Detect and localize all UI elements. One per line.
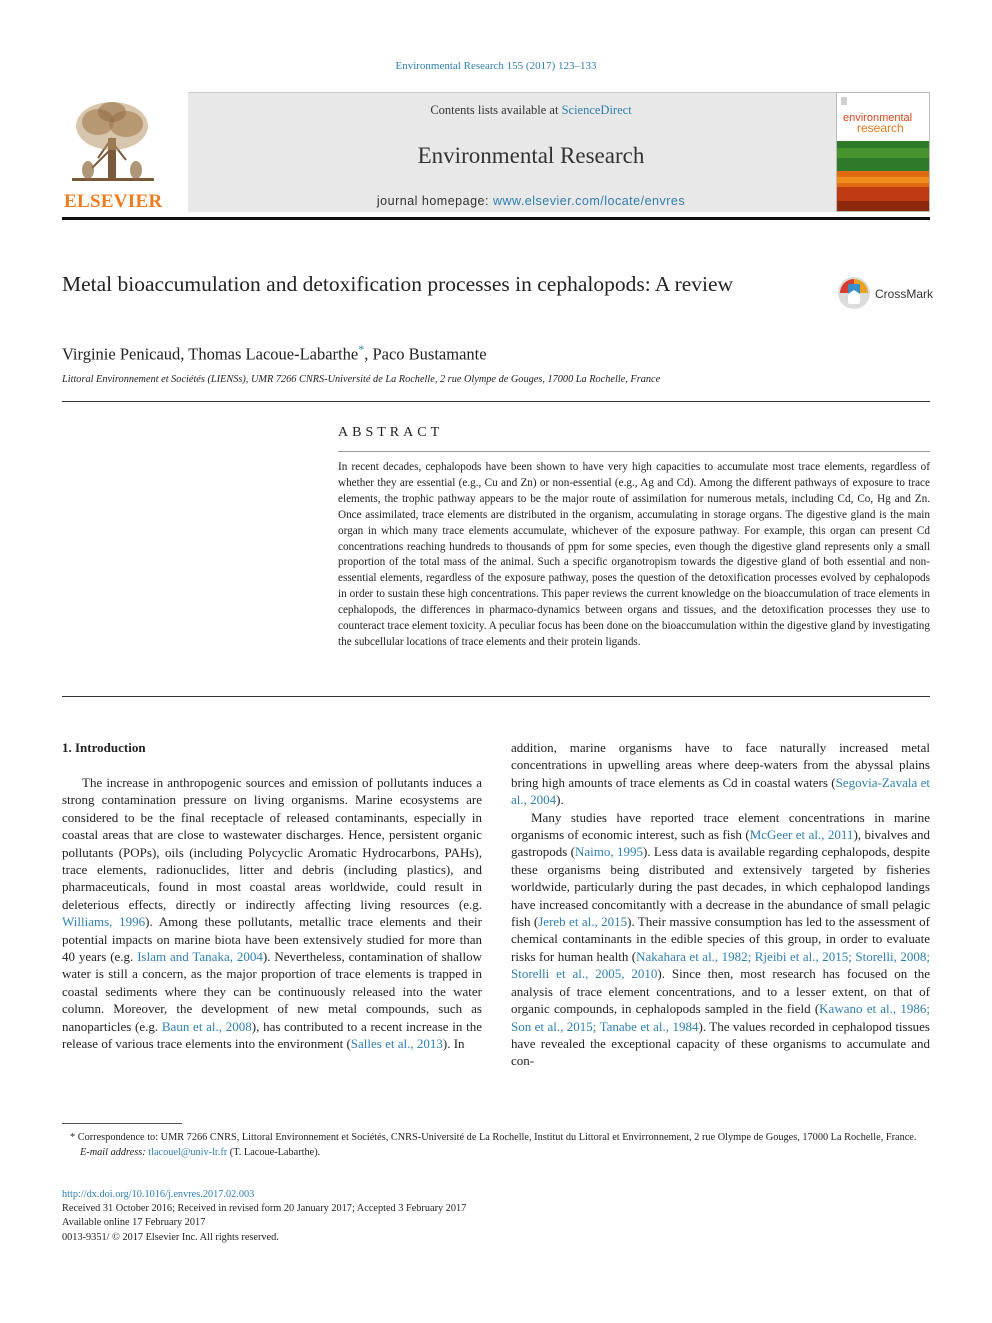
abstract-heading: ABSTRACT (338, 425, 444, 440)
text-run: addition, marine organisms have to face naturally increased metal concentrations in upwelling areas where deep-waters from the abyssal plains bring high amounts of trace elements as Cd in coastal waters ( (511, 740, 930, 790)
homepage-line (188, 194, 874, 208)
elsevier-tree-icon (68, 98, 158, 186)
email-row (62, 1146, 930, 1161)
header-divider (62, 217, 930, 220)
right-column (511, 739, 930, 1070)
text-run: Many studies have reported trace element concentrations in marine organisms of economic interest, such as fish ( (511, 809, 930, 843)
citation-link[interactable]: Kawano et al., 1986; Son et al., 2015; Tanabe et al., 1984 (511, 1001, 930, 1034)
section-heading: 1. Introduction (62, 740, 146, 755)
citation-link[interactable]: McGeer et al., 2011 (749, 827, 854, 843)
crossmark-icon (837, 276, 871, 310)
journal-cover-thumbnail[interactable] (836, 92, 930, 212)
journal-name: Environmental Research (417, 143, 645, 168)
available-online: Available online 17 February 2017 (62, 1217, 206, 1229)
text-run: The increase in anthropogenic sources and emission of pollutants induces a strong contamination pressure on living organisms. Marine ecosystems are considered to be the final receptacle of released contaminants, especially in coastal areas that are close to wastewater discharges. Hence, persistent organic pollutants (POPs), oils (including Polycyclic Aromatic Hydrocarbons, PAHs), trace elements, radionuclides, litter and debris (including plastics), and pharmaceuticals, found in most coastal areas worldwide, could result in deleterious effects, directly or indirectly affecting living resources (e.g. (62, 775, 482, 912)
cover-title-line1: environmental (843, 112, 913, 124)
text-run: ). Nevertheless, contamination of shallow water is still a concern, as the major proportion of trace elements is trapped in coastal sediments where they can be continuously released into the water column. Moreover, the development of new metal compounds, such as nanoparticles (e.g. (62, 949, 483, 1034)
crossmark-label: CrossMark (875, 287, 934, 301)
citation-link[interactable]: Nakahara et al., 1982; Rjeibi et al., 2015; Storelli, 2008; Storelli et al., 2005, 2010 (511, 948, 930, 982)
doi-link[interactable]: http://dx.doi.org/10.1016/j.envres.2017.02.003 (62, 1189, 255, 1200)
text-run: ). Among these pollutants, metallic trace elements and their potential impacts on marine biota have been extensively studied for more than 40 years (e.g. (62, 914, 482, 965)
text-run: ). Since then, most research has focused on the analysis of trace element concentrations, and to a lesser extent, on that of organic compounds, in cephalopods sampled in the field ( (511, 966, 930, 1017)
journal-citation[interactable]: Environmental Research 155 (2017) 123–133 (395, 60, 597, 72)
footnote (62, 1131, 930, 1160)
journal-header (62, 92, 930, 212)
abstract-top-divider (62, 401, 930, 402)
cover-image (837, 93, 930, 212)
corresponding-author-mark[interactable]: * (358, 342, 365, 356)
text-run: ). (556, 792, 564, 808)
citation-link[interactable]: Salles et al., 2013 (350, 1036, 443, 1052)
received-dates: Received 31 October 2016; Received in revised form 20 January 2017; Accepted 3 February 2017 (62, 1203, 467, 1215)
homepage-link[interactable]: www.elsevier.com/locate/envres (492, 194, 686, 208)
journal-banner (188, 92, 874, 212)
left-column (62, 774, 482, 1053)
correspondence-note: * Correspondence to: UMR 7266 CNRS, Littoral Environnement et Sociétés, CNRS-Université de La Rochelle, Institut du Littoral et Envirronnement, 2 rue Olympe de Gouges, 17000 La Rochelle, France. (70, 1132, 917, 1143)
publisher-name: ELSEVIER (64, 191, 163, 212)
contents-line (188, 103, 874, 118)
copyright: 0013-9351/ © 2017 Elsevier Inc. All rights reserved. (62, 1231, 279, 1243)
text-run: ). The values recorded in cephalopod tissues have revealed the exceptional capacity of these organisms to accumulate and con- (511, 1018, 930, 1069)
authors-text-rest: , Paco Bustamante (364, 344, 487, 364)
citation-link[interactable]: Naimo, 1995 (575, 844, 643, 860)
email-label: E-mail address: (80, 1146, 149, 1158)
text-run: ). Less data is available regarding cephalopods, despite these organisms being distributed and extensively targeted by fisheries worldwide, particularly during the past decades, in which cephalopod landings have increased concomitantly with a decrease in the abundance of small pelagic fish ( (511, 844, 930, 930)
paragraph (511, 739, 930, 809)
elsevier-logo[interactable] (62, 92, 184, 212)
footnote-divider (62, 1123, 182, 1124)
affiliation: Littoral Environnement et Sociétés (LIENSs), UMR 7266 CNRS-Université de La Rochelle, 2 rue Olympe de Gouges, 17000 La Rochelle, France (62, 374, 661, 385)
paragraph (62, 774, 482, 1053)
citation-link[interactable]: Baun et al., 2008 (161, 1018, 252, 1034)
email-link[interactable]: tlacouel@univ-lr.fr (148, 1146, 228, 1158)
crossmark-badge[interactable] (837, 276, 937, 312)
cover-title-line2: research (857, 121, 904, 135)
email-suffix: (T. Lacoue-Labarthe). (227, 1146, 321, 1158)
homepage-prefix: journal homepage: (376, 194, 493, 208)
abstract-text: In recent decades, cephalopods have been shown to have very high capacities to accumulate most trace elements, regardless of whether they are essential (e.g., Cu and Zn) or non-essential (e.g., Ag and Cd). Among the different pathways of exposure to trace elements, the trophic pathway appears to be the major route of assimilation for numerous metals, including Cd, Co, Hg and Zn. Once assimilated, trace elements are distributed in the organism, accumulating in storage organs. The digestive gland is the main organ in which many trace elements accumulate, whichever of the exposure pathway. For example, this organ can present Cd concentrations reaching hundreds to thousands of ppm for some species, even though the digestive gland represents only a small proportion of the total mass of the animal. Such a specific organotropism towards the digestive gland of both essential and non-essential elements, regardless of the exposure pathway, poses the question of the detoxification processes evolved by cephalopods in order to sustain these high concentrations. This paper reviews the current knowledge on the bioaccumulation of trace elements in cephalopods, the differences in pharmaco-dynamics between organs and tissues, and the detoxification processes they use to counteract trace element toxicity. A peculiar focus has been done on the bioaccumulation within the digestive gland by investigating the subcellular locations of trace elements and their protein ligands. (338, 461, 930, 648)
paragraph (511, 809, 930, 1070)
sciencedirect-link[interactable]: ScienceDirect (561, 103, 632, 117)
citation-link[interactable]: Williams, 1996 (62, 914, 146, 930)
text-run: ). Their massive consumption has led to the assessment of chemical contaminants in the edible species of this group, in order to evaluate risks for human health ( (511, 914, 930, 964)
text-run: ), has contributed to a recent increase in the release of various trace elements into the environment ( (62, 1018, 482, 1052)
citation-link[interactable]: Segovia-Zavala et al., 2004 (511, 774, 930, 808)
contents-prefix: Contents lists available at (430, 103, 562, 117)
authors-text: Virginie Penicaud, Thomas Lacoue-Labarthe (62, 344, 359, 364)
text-run: ), bivalves and gastropods ( (511, 827, 931, 860)
publication-info (62, 1188, 930, 1245)
abstract-heading-divider (338, 451, 930, 452)
abstract-bottom-divider (62, 696, 930, 697)
author-list (62, 342, 487, 365)
cover-title (843, 113, 912, 133)
text-run: ). In (442, 1036, 465, 1052)
article-title: Metal bioaccumulation and detoxification processes in cephalopods: A review (62, 272, 734, 296)
citation-link[interactable]: Jereb et al., 2015 (538, 914, 628, 930)
citation-link[interactable]: Islam and Tanaka, 2004 (137, 949, 263, 965)
